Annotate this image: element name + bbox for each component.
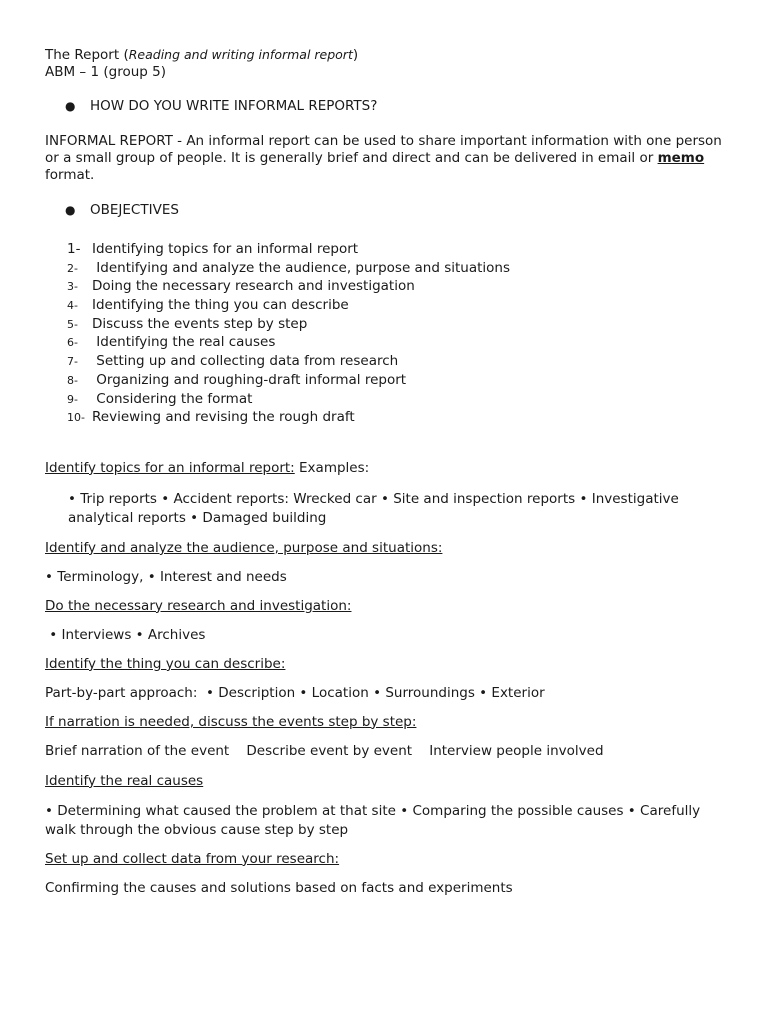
list-text: Doing the necessary research and investigation (92, 278, 415, 295)
group-label: ABM – 1 (group 5) (45, 64, 166, 80)
section-describe-body: Part-by-part approach: • Description • Location • Surroundings • Exterior (45, 684, 545, 701)
list-item (67, 353, 735, 372)
title-prefix: The Report ( (45, 47, 129, 63)
section-audience-body: • Terminology, • Interest and needs (45, 568, 287, 585)
list-number: 6- (67, 336, 78, 350)
section-describe-heading: Identify the thing you can describe: (45, 655, 286, 672)
intro-paragraph (45, 133, 735, 184)
list-item (67, 391, 735, 410)
list-number: 10- (67, 411, 85, 425)
objectives-list (67, 241, 735, 428)
list-number: 5- (67, 317, 78, 331)
title-italic: Reading and writing informal report (128, 47, 353, 62)
intro-text: INFORMAL REPORT - An informal report can be used to share important information with one person or a small group of people. It is generally brief and direct and can be delivered in email or (45, 133, 722, 166)
list-item (67, 297, 735, 316)
list-item (67, 278, 735, 297)
bullet-objectives-text: OBEJECTIVES (90, 202, 179, 218)
list-item (67, 334, 735, 353)
list-text: Considering the format (92, 390, 253, 407)
list-number: 8- (67, 373, 78, 387)
list-item (67, 260, 735, 279)
title-suffix: ) (352, 47, 359, 63)
list-text: Setting up and collecting data from research (92, 353, 399, 370)
list-text: Identifying the real causes (92, 334, 276, 351)
section-audience-heading: Identify and analyze the audience, purpose and situations: (45, 539, 443, 556)
list-item (67, 316, 735, 335)
section-narration-body: Brief narration of the event Describe event by event Interview people involved (45, 742, 604, 759)
section-topics-body: • Trip reports • Accident reports: Wrecked car • Site and inspection reports • Investigative analytical reports • Damaged building (68, 490, 679, 526)
section-topics-heading (45, 460, 735, 477)
list-number: 2- (67, 261, 78, 275)
list-text: Organizing and roughing-draft informal report (92, 371, 407, 388)
section-heading-tail: Examples: (294, 459, 370, 476)
list-text: Identifying the thing you can describe (92, 297, 349, 314)
section-data-body: Confirming the causes and solutions based on facts and experiments (45, 879, 513, 896)
section-heading: Identify topics for an informal report: (45, 459, 295, 476)
section-causes-heading: Identify the real causes (45, 772, 204, 789)
bullet-question (65, 98, 735, 115)
document-title (45, 46, 735, 64)
list-text: Identifying and analyze the audience, purpose and situations (92, 259, 511, 276)
bullet-icon: ● (65, 99, 76, 113)
memo-word: memo (657, 150, 705, 166)
section-research-body: • Interviews • Archives (45, 626, 206, 643)
list-text: Identifying topics for an informal report (92, 241, 359, 257)
intro-text-end: format. (45, 167, 95, 183)
list-item (67, 409, 735, 428)
section-narration-heading: If narration is needed, discuss the events step by step: (45, 713, 417, 730)
list-number: 3- (67, 280, 78, 294)
section-research-heading: Do the necessary research and investigation: (45, 597, 352, 614)
bullet-question-text: HOW DO YOU WRITE INFORMAL REPORTS? (90, 98, 378, 114)
list-number: 9- (67, 392, 78, 406)
list-number: 7- (67, 355, 78, 369)
document-page (45, 46, 735, 897)
list-text: Discuss the events step by step (92, 315, 308, 332)
section-data-heading: Set up and collect data from your research: (45, 850, 340, 867)
bullet-objectives (65, 202, 735, 219)
section-causes-body: • Determining what caused the problem at that site • Comparing the possible causes • Carefully walk through the obvious cause step by step (45, 802, 701, 838)
list-item (67, 241, 735, 260)
list-number: 4- (67, 299, 78, 313)
bullet-icon: ● (65, 203, 76, 217)
list-item (67, 372, 735, 391)
list-text: Reviewing and revising the rough draft (92, 409, 355, 426)
list-number: 1- (67, 241, 81, 257)
